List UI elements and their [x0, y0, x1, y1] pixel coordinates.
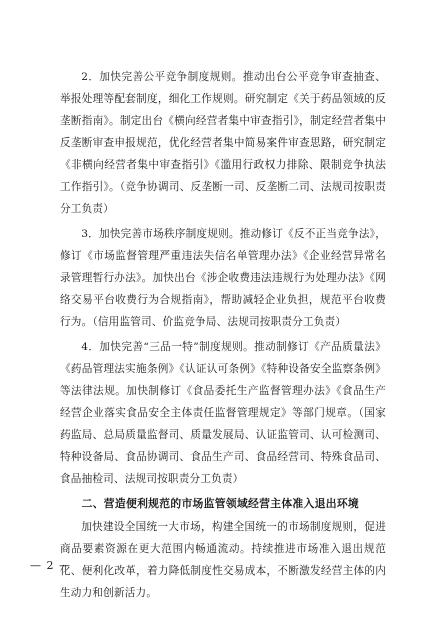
- section-heading-market-entry-exit: 二、营造便利规范的市场监管领域经营主体准入退出环境: [81, 497, 360, 510]
- page-number: — 2 —: [30, 559, 71, 572]
- paragraph-unified-market: 加快建设全国统一大市场，构建全国统一的市场制度规则，促进商品要素资源在更大范围内畅通流动。持续推进市场准入退出规范化、便利化改革，着力降低制度性交易成本，不断激发经营主体的内生动力和创新活力。: [60, 521, 386, 599]
- paragraph-market-order-rules: 3．加快完善市场秩序制度规则。推动修订《反不正当竞争法》，修订《市场监督管理严重违法失信名单管理办法》《企业经营异常名录管理暂行办法》。加快出台《涉企收费违法违规行为处理办法》《网络交易平台收费行为合规指南》，帮助减轻企业负担，规范平台收费行为。（信用监管司、价监竞争局、法规司按职责分工负责）: [60, 228, 386, 328]
- paragraph-fair-competition-rules: 2．加快完善公平竞争制度规则。推动出台公平竞争审查抽查、举报处理等配套制度，细化工作规则。研究制定《关于药品领域的反垄断指南》。制定出台《横向经营者集中审查指引》，制定经营者集中反垄断审查申报规范，优化经营者集中简易案件审查思路，研究制定《非横向经营者集中审查指引》《滥用行政权力排除、限制竞争执法工作指引》。（竞争协调司、反垄断一司、反垄断二司、法规司按职责分工负责）: [60, 71, 386, 215]
- document-body: [60, 66, 386, 607]
- paragraph-three-products-one-special-rules: 4．加快完善“三品一特”制度规则。推动制修订《产品质量法》《药品管理法实施条例》《认证认可条例》《特种设备安全监察条例》等法律法规。加快制修订《食品委托生产监督管理办法》《食品生产经营企业落实食品安全主体责任监督管理规定》等部门规章。（国家药监局、总局质量监督司、质量发展局、认证监管司、认可检测司、特种设备局、食品协调司、食品生产司、食品经营司、特殊食品司、食品抽检司、法规司按职责分工负责）: [60, 341, 386, 485]
